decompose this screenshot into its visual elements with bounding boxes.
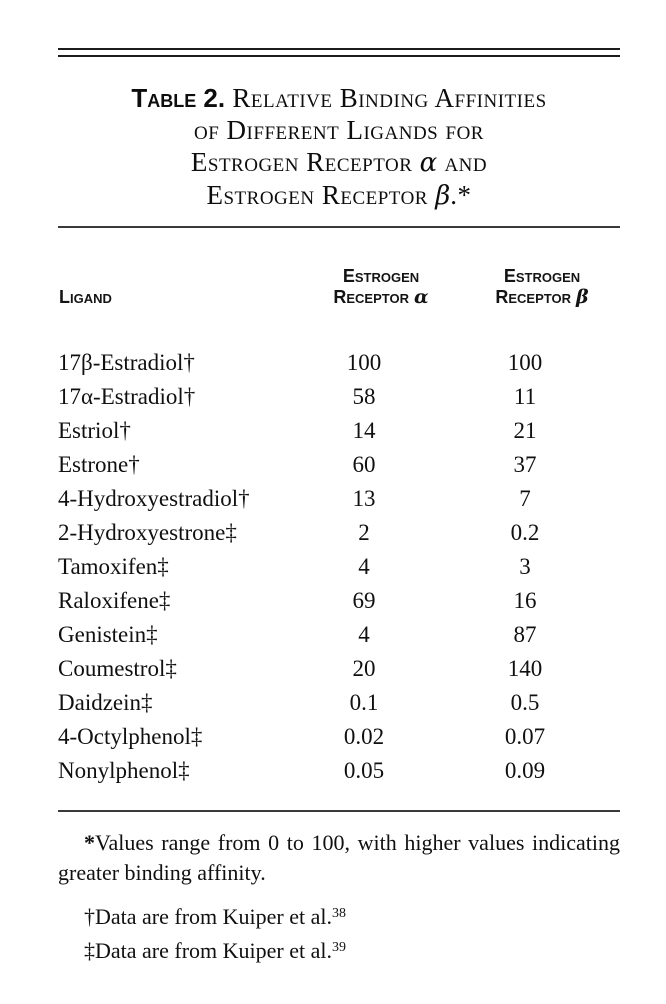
er-beta-value: 0.07 [504, 724, 546, 749]
er-beta-value: 0.5 [510, 690, 540, 715]
ligand-cell: Genistein‡ [58, 622, 158, 647]
er-beta-value: 87 [513, 622, 537, 647]
ligand-cell: Estrone† [58, 452, 140, 477]
alpha-symbol: α [414, 286, 429, 308]
double-dagger-marker: ‡ [84, 938, 95, 963]
alpha-symbol: α [419, 148, 438, 178]
er-alpha-value: 0.1 [349, 690, 379, 715]
table-row [58, 346, 620, 380]
column-header-ligand: Ligand [59, 287, 112, 307]
table-title-line4: Estrogen Receptor β.* [206, 180, 472, 211]
er-alpha-value: 4 [358, 622, 370, 647]
bottom-rule [58, 810, 620, 812]
er-beta-value: 140 [507, 656, 543, 681]
er-alpha-value: 100 [346, 350, 382, 375]
er-beta-value: 16 [513, 588, 537, 613]
ligand-cell: Nonylphenol‡ [58, 758, 190, 783]
table-row [58, 414, 620, 448]
table-row [58, 584, 620, 618]
table-row [58, 720, 620, 754]
table-title-line2: of Different Ligands for [194, 115, 484, 145]
table-title-line1: Table 2. Relative Binding Affinities [131, 83, 547, 113]
er-alpha-value: 0.05 [343, 758, 385, 783]
er-alpha-value: 20 [352, 656, 376, 681]
table-row [58, 686, 620, 720]
er-beta-value: 21 [513, 418, 537, 443]
reference-superscript: 39 [332, 940, 346, 955]
footnote-double-dagger: ‡Data are from Kuiper et al.$^{39}$ [84, 938, 346, 963]
header-row [58, 228, 620, 346]
er-beta-value: 7 [519, 486, 531, 511]
table-row [58, 550, 620, 584]
er-beta-value: 0.2 [510, 520, 540, 545]
er-alpha-value: 14 [352, 418, 376, 443]
ligand-cell: Coumestrol‡ [58, 656, 177, 681]
er-alpha-value: 4 [358, 554, 370, 579]
er-alpha-value: 60 [352, 452, 376, 477]
ligand-cell: 2-Hydroxyestrone‡ [58, 520, 237, 545]
footnote-asterisk: *Values range from 0 to 100, with higher values indicating greater binding affinity. [58, 830, 620, 885]
ligand-cell: 4-Octylphenol‡ [58, 724, 203, 749]
er-alpha-value: 0.02 [343, 724, 385, 749]
er-alpha-value: 58 [352, 384, 376, 409]
er-alpha-value: 69 [352, 588, 376, 613]
column-header-er-alpha: Estrogen Receptor α [333, 266, 429, 308]
ligand-cell: 4-Hydroxyestradiol† [58, 486, 250, 511]
er-alpha-value: 2 [358, 520, 370, 545]
table-row [58, 482, 620, 516]
ligand-cell: Raloxifene‡ [58, 588, 171, 613]
table-row [58, 754, 620, 788]
er-beta-value: 3 [519, 554, 531, 579]
ligand-cell: 17α-Estradiol† [58, 384, 196, 409]
binding-affinity-table [58, 228, 620, 788]
er-beta-value: 100 [507, 350, 543, 375]
table-row [58, 380, 620, 414]
table-content [58, 0, 620, 966]
table-title-line3: Estrogen Receptor α and [190, 147, 488, 178]
beta-symbol: β [435, 181, 451, 211]
beta-symbol: β [576, 286, 589, 308]
asterisk-marker: * [84, 830, 95, 855]
er-alpha-value: 13 [352, 486, 376, 511]
footnotes [58, 828, 620, 966]
table-row [58, 448, 620, 482]
er-beta-value: 37 [513, 452, 537, 477]
reference-superscript: 38 [332, 906, 346, 921]
table-number-label: Table 2. [131, 83, 226, 113]
ligand-cell: Estriol† [58, 418, 131, 443]
table-row [58, 618, 620, 652]
table-row [58, 516, 620, 550]
ligand-cell: Daidzein‡ [58, 690, 153, 715]
column-header-er-beta: Estrogen Receptor β [495, 266, 589, 308]
er-beta-value: 11 [513, 384, 537, 409]
footnote-dagger: †Data are from Kuiper et al.$^{38}$ [84, 904, 346, 929]
er-beta-value: 0.09 [504, 758, 546, 783]
ligand-cell: Tamoxifen‡ [58, 554, 169, 579]
table-title [58, 82, 620, 212]
dagger-marker: † [84, 904, 95, 929]
ligand-cell: 17β-Estradiol† [58, 350, 195, 375]
table-row [58, 652, 620, 686]
top-double-rule [58, 48, 620, 57]
